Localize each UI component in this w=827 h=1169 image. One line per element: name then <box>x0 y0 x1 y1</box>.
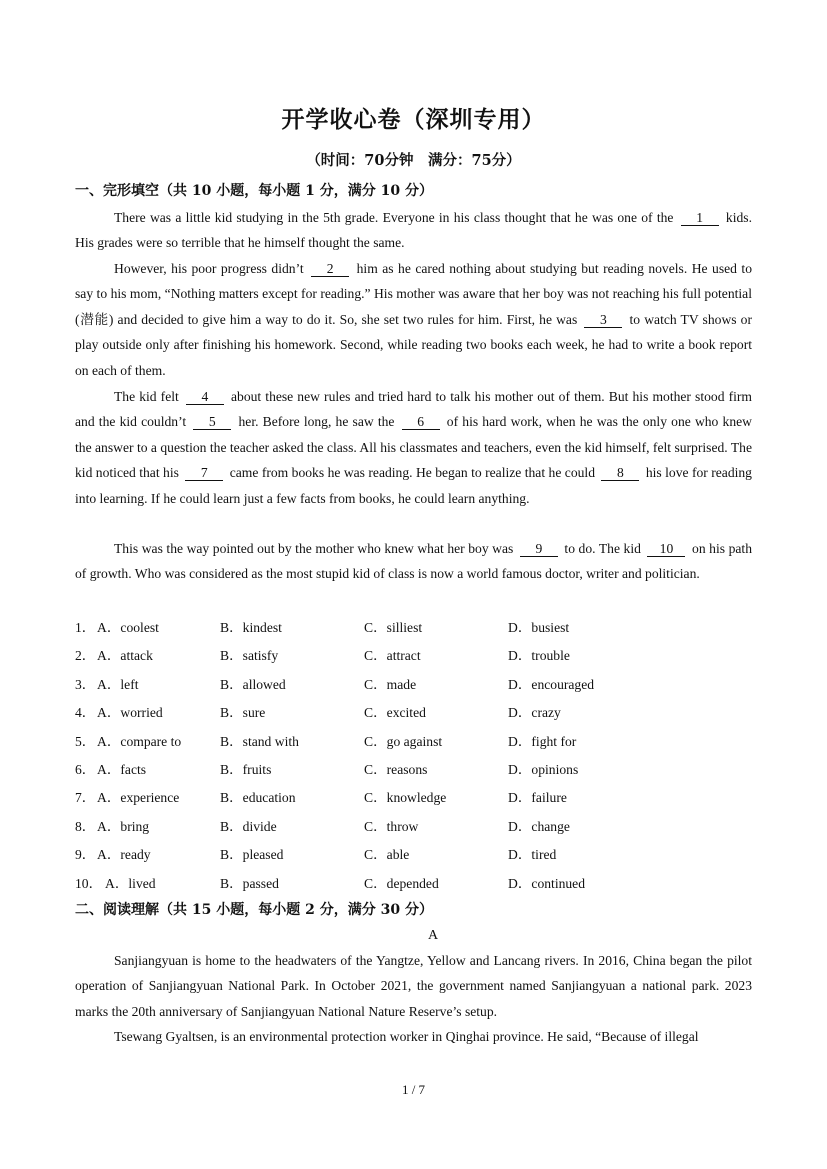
option-c: C．depended <box>364 875 439 891</box>
option-c: C．silliest <box>364 620 423 635</box>
option-c: C．throw <box>364 818 419 834</box>
option-d: D．encouraged <box>508 676 595 692</box>
option-c: C．attract <box>364 648 421 664</box>
question-number: 1． <box>75 620 96 635</box>
question-row <box>75 644 755 664</box>
paragraph-text: Sanjiangyuan is home to the headwaters of the Yangtze, Yellow and Lancang rivers. In 2016, China began the pilot operation of Sanjiangyuan National Park. In October 2021, the government named Sanjiangyuan a national park. 2023 marks the 20th anniversary of Sanjiangyuan National Nature Reserve’s setup. <box>75 953 752 1019</box>
answer-blank: 10 <box>647 541 685 557</box>
option-b: B．sure <box>220 705 266 721</box>
answer-blank: 3 <box>584 312 622 328</box>
option-a: A．facts <box>97 762 147 777</box>
question-row <box>75 673 755 693</box>
option-c: C．knowledge <box>364 790 447 806</box>
paragraph-text: him as he cared nothing about studying but reading novels. He used to say to his mom, “Nothing matters except for reading.” His mother was aware that her boy was not reaching his full potential (潜能) and decided to give him a way to do it. So, she set two rules for him. First, he was <box>75 261 753 327</box>
paragraph-text: came from books he was reading. He began to realize that he could <box>226 465 599 481</box>
option-a: A．bring <box>97 818 150 834</box>
paragraph-text: about these new rules and tried hard to talk his mother out of them. But his mother stood firm and the kid couldn’t <box>75 389 752 430</box>
passage-label: A <box>427 928 439 943</box>
option-c: C．reasons <box>364 762 428 777</box>
answer-blank: 4 <box>186 389 224 405</box>
reading-passage-paragraph <box>75 948 752 1024</box>
question-row <box>75 701 755 721</box>
paragraph-text: to watch TV shows or play outside only after finishing his homework. Second, while reading two books each week, he had to write a book report on each of them. <box>75 311 752 378</box>
reading-passage-paragraph <box>75 1024 752 1049</box>
page-title: 开学收心卷（深圳专用） <box>281 106 546 133</box>
paragraph-text: This was the way pointed out by the mother who knew what her boy was <box>114 541 517 556</box>
paragraph-text: of his hard work, when he was the only one who knew the answer to a question the teacher asked the class. All his classmates and teachers, even the kid himself, felt surprised. The kid noticed that his <box>75 414 752 481</box>
answer-blank: 6 <box>402 414 440 430</box>
cloze-passage-paragraph <box>75 536 752 587</box>
option-a: A．compare to <box>97 733 182 749</box>
paragraph-text: There was a little kid studying in the 5th grade. Everyone in his class thought that he was one of the <box>114 210 678 225</box>
option-a: A．coolest <box>97 620 159 635</box>
answer-blank: 1 <box>681 210 719 226</box>
answer-blank: 9 <box>520 541 558 557</box>
question-row <box>75 786 755 806</box>
option-c: C．able <box>364 847 410 863</box>
exam-info: （时间：70分钟 满分：75分） <box>306 152 521 169</box>
question-number: 2． <box>75 648 96 664</box>
paragraph-text: The kid felt <box>114 389 183 404</box>
option-d: D．failure <box>508 790 567 806</box>
cloze-passage-paragraph <box>75 384 752 511</box>
option-a: A．experience <box>97 790 180 806</box>
option-d: D．trouble <box>508 648 570 664</box>
paragraph-text: Tsewang Gyaltsen, is an environmental protection worker in Qinghai province. He said, “Because of illegal <box>114 1029 699 1044</box>
option-a: A．left <box>97 676 139 692</box>
question-number: 8． <box>75 818 96 834</box>
option-b: B．passed <box>220 875 279 891</box>
paragraph-text: kids. His grades were so terrible that he himself thought the same. <box>75 210 752 251</box>
option-b: B．satisfy <box>220 648 279 664</box>
option-d: D．busiest <box>508 620 570 635</box>
question-number: 10． <box>75 875 103 891</box>
question-row <box>75 843 755 863</box>
paragraph-text: However, his poor progress didn’t <box>114 261 309 276</box>
question-row <box>75 815 755 835</box>
option-d: D．change <box>508 818 570 834</box>
option-d: D．fight for <box>508 733 577 749</box>
option-c: C．made <box>364 676 417 692</box>
paragraph-text: to do. The kid <box>560 541 645 556</box>
option-b: B．fruits <box>220 762 272 777</box>
option-c: C．go against <box>364 733 443 749</box>
answer-blank: 7 <box>185 465 223 481</box>
option-b: B．stand with <box>220 733 299 749</box>
option-c: C．excited <box>364 705 426 721</box>
answer-blank: 5 <box>193 414 231 430</box>
answer-blank: 2 <box>311 261 349 277</box>
question-number: 6． <box>75 762 96 777</box>
option-b: B．divide <box>220 818 277 834</box>
option-a: A．ready <box>97 847 151 863</box>
section-1-heading: 一、完形填空（共 10 小题，每小题 1 分，满分 10 分） <box>75 183 433 199</box>
question-number: 7． <box>75 790 96 806</box>
option-d: D．crazy <box>508 705 561 721</box>
option-d: D．tired <box>508 847 557 863</box>
question-number: 5． <box>75 733 96 749</box>
question-row <box>75 872 755 892</box>
question-row <box>75 616 755 636</box>
page-number: 1 / 7 <box>401 1082 426 1097</box>
option-d: D．continued <box>508 875 586 891</box>
option-d: D．opinions <box>508 762 579 777</box>
paragraph-text: his love for reading into learning. If he could learn just a few facts from books, he could learn anything. <box>75 465 752 506</box>
option-a: A．worried <box>97 705 163 721</box>
option-a: A．attack <box>97 648 153 664</box>
option-a: A．lived <box>105 875 156 891</box>
option-b: B．allowed <box>220 676 286 692</box>
paragraph-text: on his path of growth. Who was considered as the most stupid kid of class is now a world famous doctor, writer and politician. <box>75 541 752 582</box>
option-b: B．pleased <box>220 847 284 863</box>
cloze-passage-paragraph <box>75 205 752 256</box>
question-row <box>75 730 755 750</box>
option-b: B．kindest <box>220 620 282 635</box>
section-2-heading: 二、阅读理解（共 15 小题，每小题 2 分，满分 30 分） <box>75 902 433 918</box>
question-number: 9． <box>75 847 96 863</box>
option-b: B．education <box>220 790 296 806</box>
paragraph-text: her. Before long, he saw the <box>234 414 399 430</box>
question-number: 3． <box>75 676 96 692</box>
answer-blank: 8 <box>601 465 639 481</box>
cloze-passage-paragraph <box>75 256 752 383</box>
question-number: 4． <box>75 705 96 721</box>
question-row <box>75 758 755 778</box>
